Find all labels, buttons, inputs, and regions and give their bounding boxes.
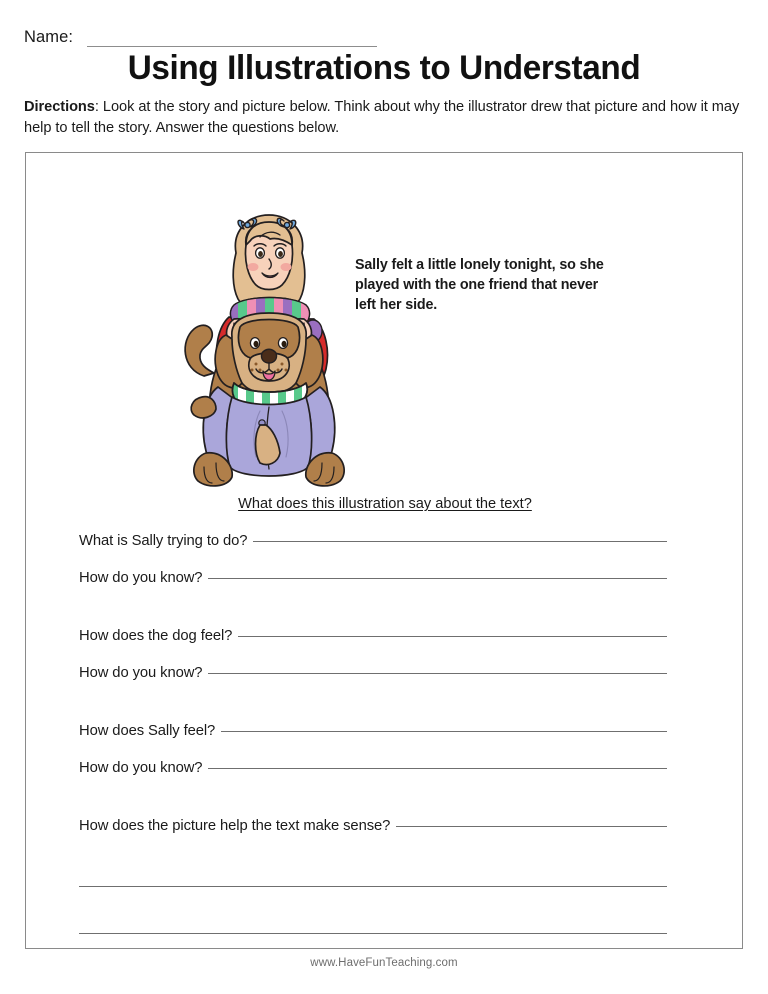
question-prompt: How do you know? [79, 760, 203, 776]
answer-line[interactable] [221, 731, 667, 732]
name-row [24, 21, 424, 47]
question-list [79, 533, 691, 934]
questions-section-heading-text: What does this illustration say about the text? [238, 496, 532, 512]
directions [24, 97, 746, 138]
question-prompt: How does the dog feel? [79, 628, 233, 644]
illustration-girl-and-dog [174, 201, 364, 491]
answer-line[interactable] [208, 578, 667, 579]
story-passage: Sally felt a little lonely tonight, so she played with the one friend that never left her side. [355, 257, 604, 314]
answer-line[interactable] [396, 826, 667, 827]
answer-line[interactable] [238, 636, 667, 637]
footer-site-url: www.HaveFunTeaching.com [310, 957, 458, 969]
answer-line[interactable] [79, 933, 667, 934]
directions-text: : Look at the story and picture below. Think about why the illustrator drew that picture and how it may help to tell the story. Answer the questions below. [24, 99, 740, 136]
question-row [79, 533, 667, 549]
name-input-line[interactable] [87, 46, 377, 47]
question-prompt: How does the picture help the text make sense? [79, 818, 391, 834]
name-label: Name: [24, 27, 74, 46]
question-row [79, 628, 667, 644]
question-row [79, 665, 667, 681]
question-prompt: What is Sally trying to do? [79, 533, 248, 549]
story-area [26, 153, 744, 493]
answer-line[interactable] [208, 673, 667, 674]
question-row [79, 760, 667, 776]
question-row [79, 723, 667, 739]
answer-line[interactable] [253, 541, 667, 542]
question-prompt: How do you know? [79, 570, 203, 586]
question-prompt: How does Sally feel? [79, 723, 216, 739]
answer-line[interactable] [79, 886, 667, 887]
question-row [79, 570, 667, 586]
directions-label: Directions [24, 99, 95, 115]
answer-line[interactable] [208, 768, 667, 769]
questions-section-heading [26, 496, 744, 512]
question-row [79, 818, 667, 834]
page-title: Using Illustrations to Understand [127, 49, 641, 87]
question-prompt: How do you know? [79, 665, 203, 681]
worksheet-content-box [25, 152, 743, 949]
